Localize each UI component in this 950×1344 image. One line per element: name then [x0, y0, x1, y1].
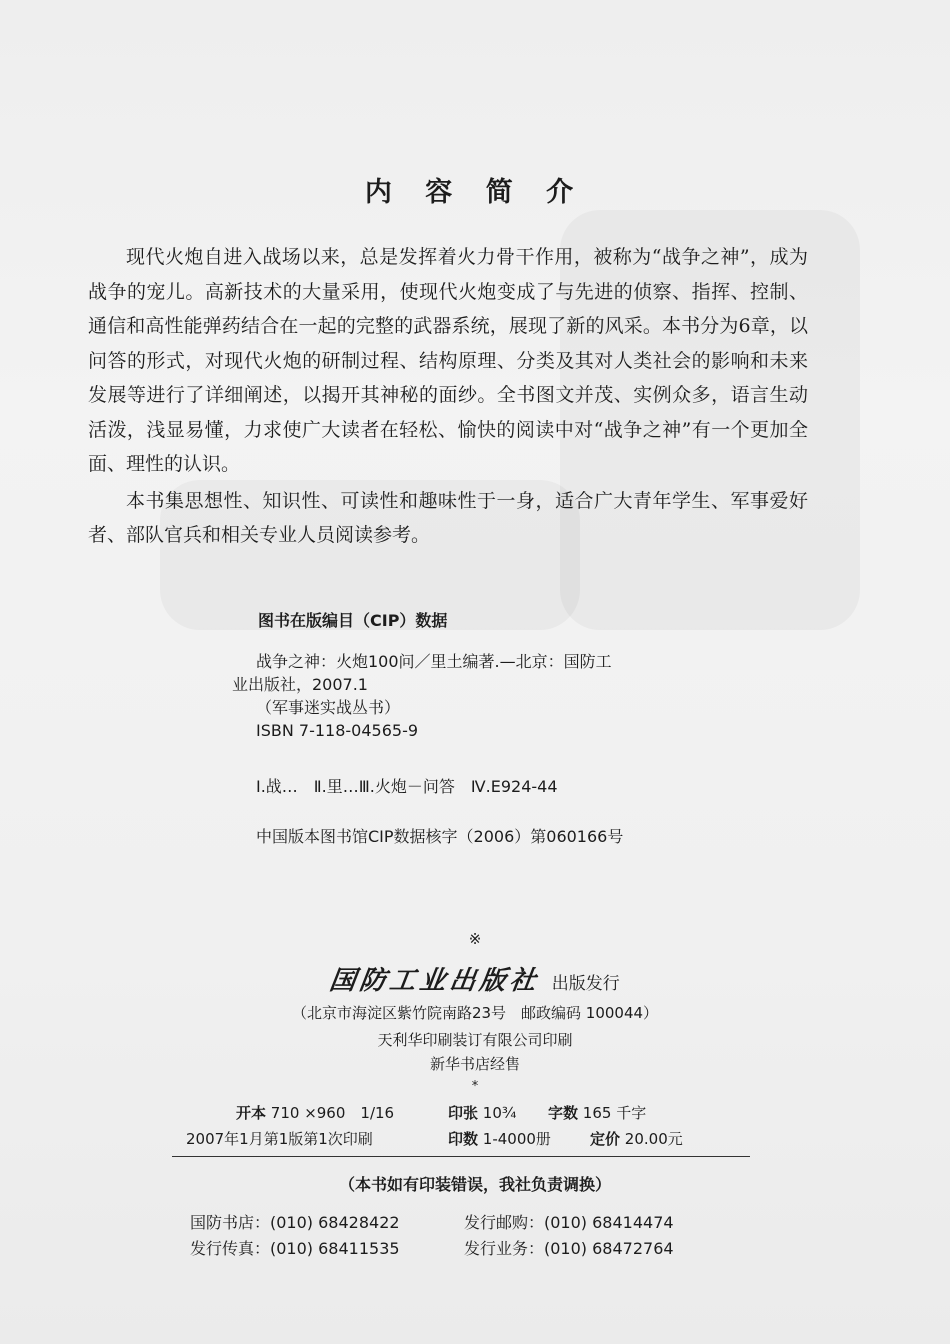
intro-text: [88, 240, 808, 555]
price-label: 定价: [590, 1130, 621, 1148]
intro-title: 内 容 简 介: [364, 177, 586, 208]
cip-classification: Ⅰ.战… Ⅱ.里…Ⅲ.火炮－问答 Ⅳ.E924-44: [256, 777, 558, 796]
sheets-value: 10¾: [482, 1104, 517, 1122]
cip-line: 战争之神：火炮100问／里土编著.—北京：国防工: [256, 652, 612, 671]
contact-list: [190, 1210, 710, 1262]
cip-record: [232, 650, 672, 742]
price-value: 20.00元: [624, 1130, 683, 1148]
words-label: 字数: [548, 1104, 579, 1122]
cip-series: （军事迷实战丛书）: [256, 698, 401, 717]
cip-heading: 图书在版编目（CIP）数据: [258, 611, 448, 630]
divider-rule: [172, 1156, 750, 1157]
contact-business: 发行业务：(010) 68472764: [464, 1239, 674, 1258]
cip-line: 业出版社，2007.1: [232, 675, 368, 694]
format-value: 710 ×960 1/16: [270, 1104, 395, 1122]
edition-info: 2007年1月第1版第1次印刷: [186, 1130, 373, 1148]
sheets-label: 印张: [448, 1104, 479, 1122]
defect-notice: （本书如有印装错误，我社负责调换）: [338, 1175, 611, 1194]
cip-isbn: ISBN 7-118-04565-9: [256, 721, 419, 740]
printer-line: 天利华印刷装订有限公司印刷: [377, 1031, 573, 1049]
publisher-suffix: 出版发行: [551, 974, 620, 994]
separator-star: *: [471, 1079, 479, 1094]
publisher-line: [0, 960, 950, 997]
intro-paragraph: 现代火炮自进入战场以来，总是发挥着火力骨干作用，被称为“战争之神”，成为战争的宠儿。高新技术的大量采用，使现代火炮变成了与先进的侦察、指挥、控制、通信和高性能弹药结合在一起的完整的武器系统，展现了新的风采。本书分为6章，以问答的形式，对现代火炮的研制过程、结构原理、分类及其对人类社会的影响和未来发展等进行了详细阐述，以揭开其神秘的面纱。全书图文并茂、实例众多，语言生动活泼，浅显易懂，力求使广大读者在轻松、愉快的阅读中对“战争之神”有一个更加全面、理性的认识。: [88, 246, 808, 475]
words-value: 165 千字: [582, 1104, 647, 1122]
contact-mail-order: 发行邮购：(010) 68414474: [464, 1213, 674, 1232]
contact-bookstore: 国防书店：(010) 68428422: [190, 1213, 400, 1232]
intro-paragraph: 本书集思想性、知识性、可读性和趣味性于一身，适合广大青年学生、军事爱好者、部队官兵和相关专业人员阅读参考。: [88, 489, 808, 546]
print-specs: [186, 1100, 786, 1152]
format-label: 开本: [236, 1104, 267, 1122]
cip-record-number: 中国版本图书馆CIP数据核字（2006）第060166号: [256, 827, 624, 846]
print-run-label: 印数: [448, 1130, 479, 1148]
seller-line: 新华书店经售: [429, 1055, 520, 1073]
print-run-value: 1-4000册: [482, 1130, 551, 1148]
reference-mark: ※: [468, 930, 482, 948]
contact-fax: 发行传真：(010) 68411535: [190, 1239, 400, 1258]
publisher-address: （北京市海淀区紫竹院南路23号 邮政编码 100044）: [291, 1004, 659, 1022]
publisher-logo: 国防工业出版社: [327, 966, 543, 996]
